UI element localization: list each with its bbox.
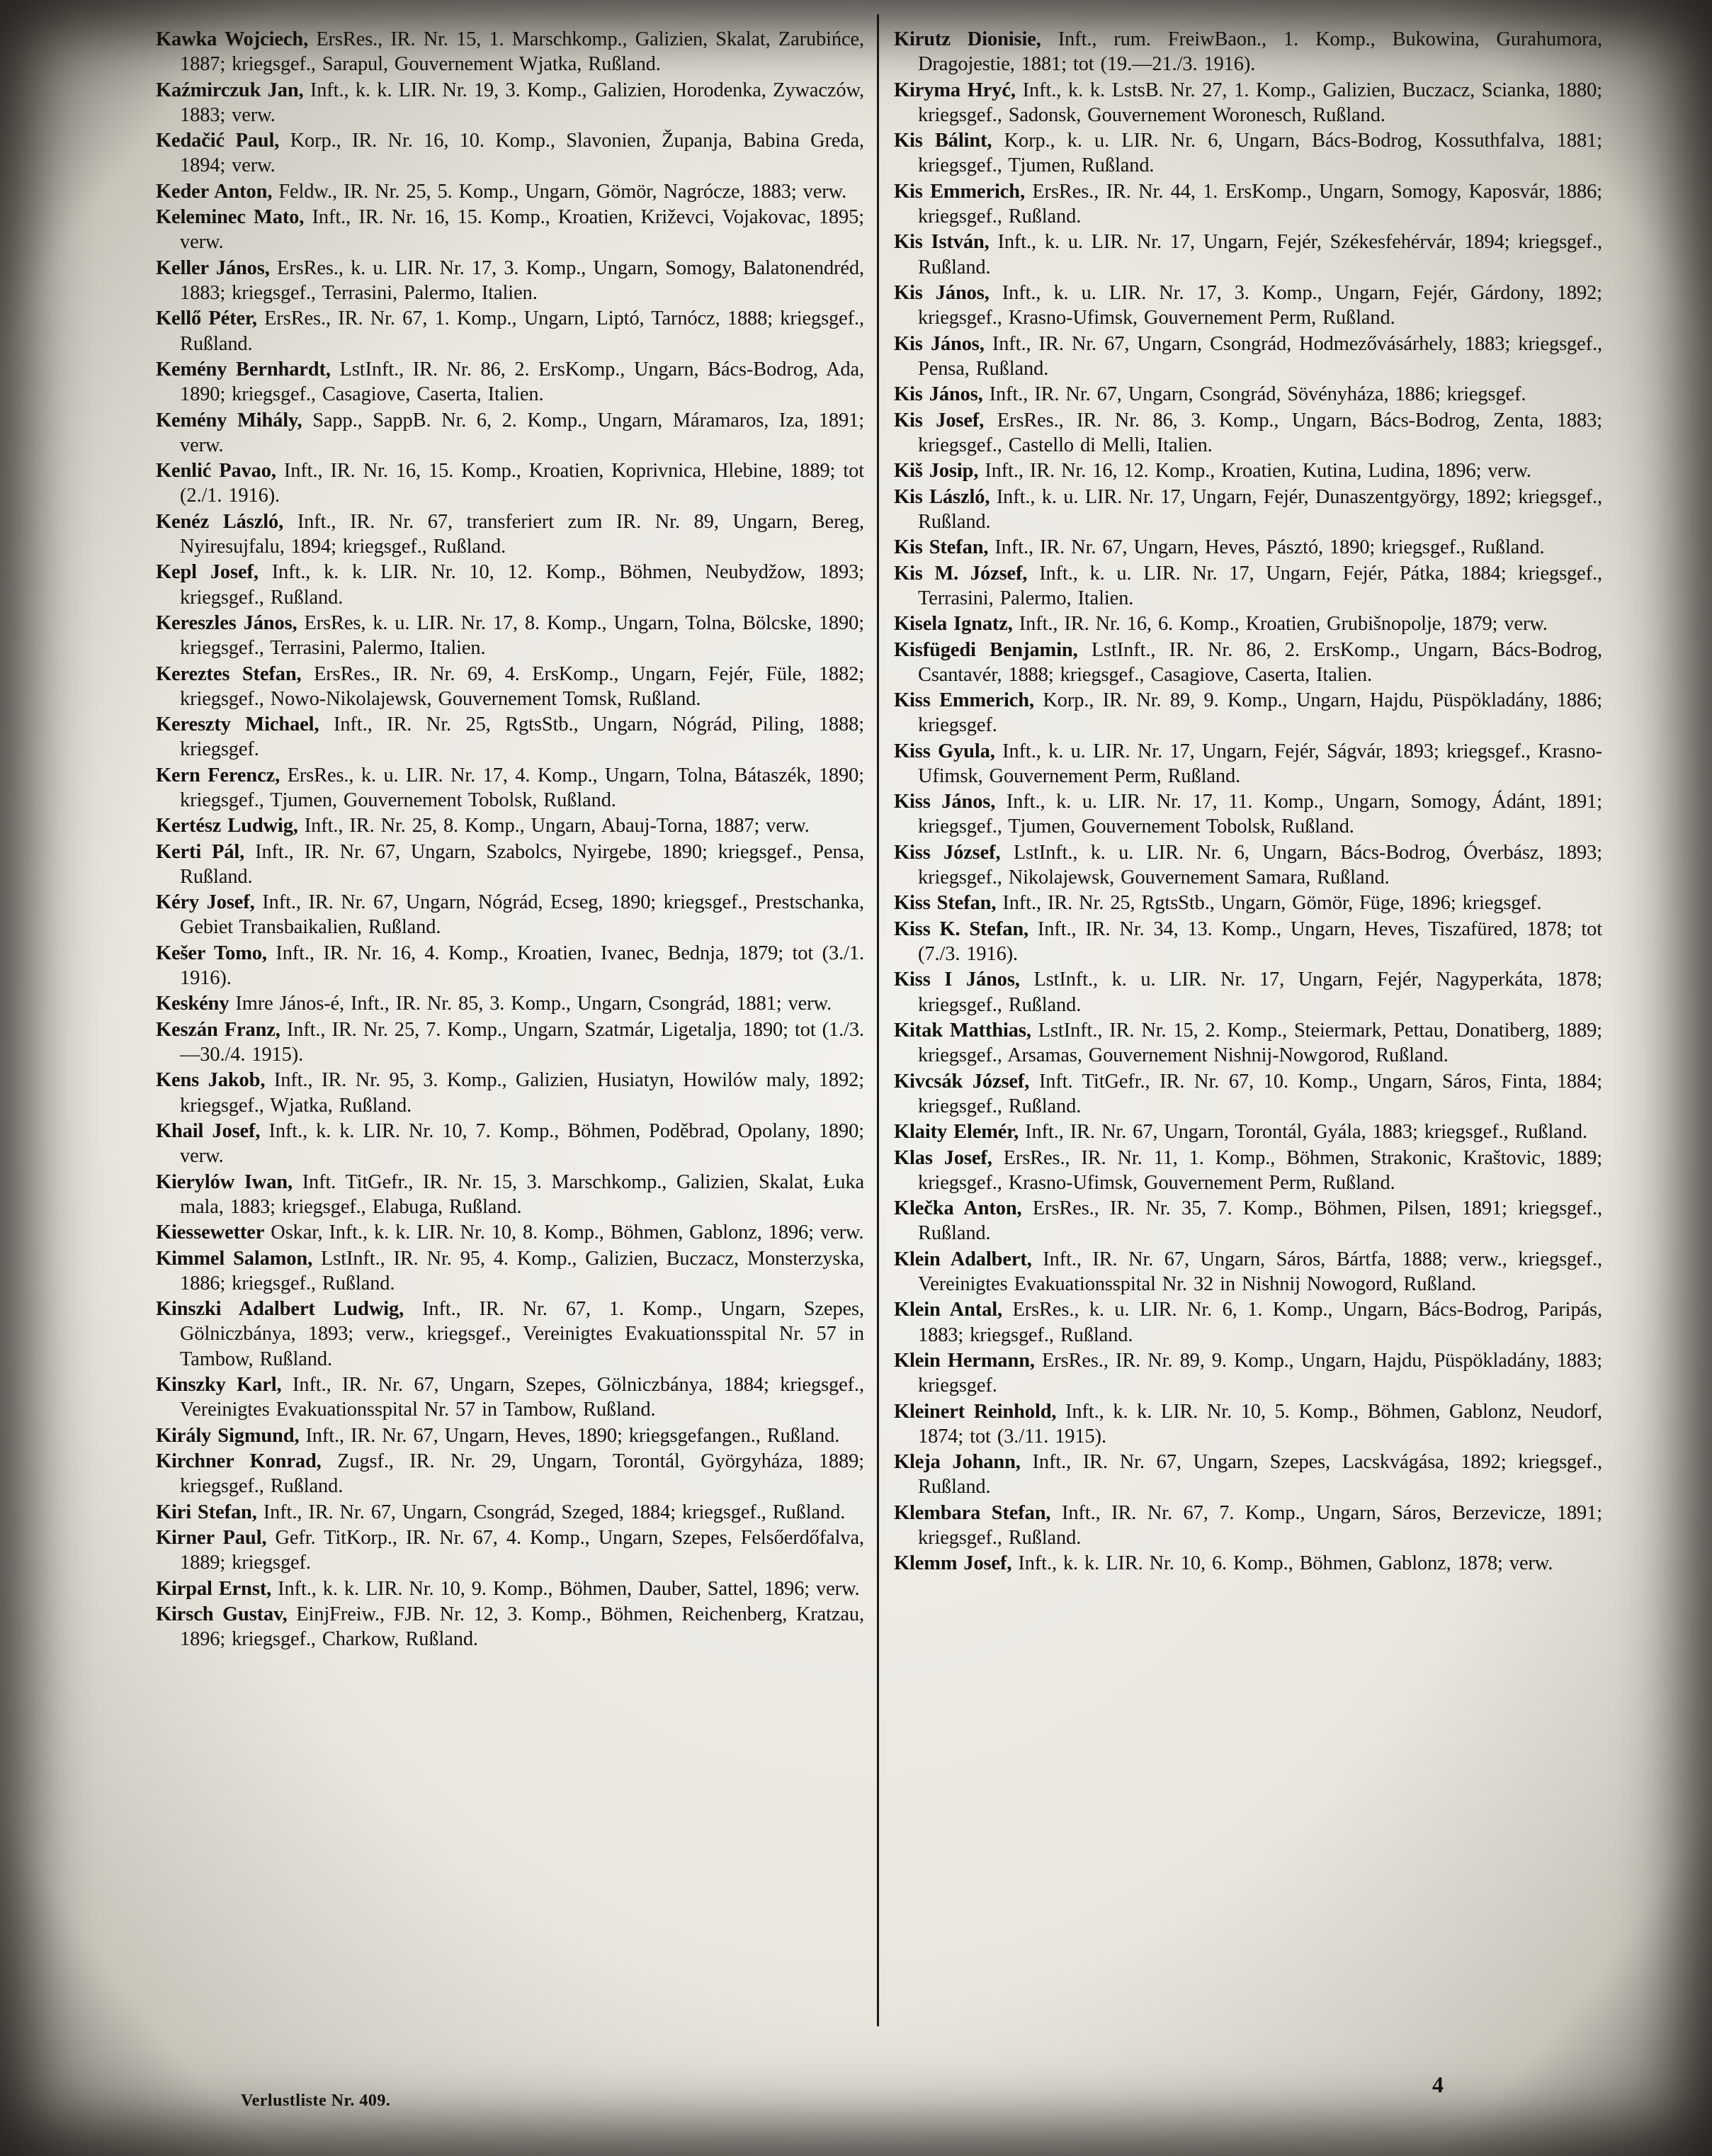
entry-details: ErsRes., IR. Nr. 35, 7. Komp., Böhmen, Pilsen, 1891; kriegsgef., Rußland. — [918, 1197, 1602, 1245]
entry-name: Kis Bálint, — [894, 130, 992, 152]
casualty-entry — [894, 78, 1602, 128]
entry-details: Korp., IR. Nr. 16, 10. Komp., Slavonien, Županja, Babina Greda, 1894; verw. — [180, 130, 864, 177]
casualty-entry — [894, 1119, 1602, 1144]
casualty-entry — [156, 813, 864, 838]
entry-details: Zugsf., IR. Nr. 29, Ungarn, Torontál, Györgyháza, 1889; kriegsgef., Rußland. — [180, 1450, 864, 1498]
entry-name: Kiss Stefan, — [894, 892, 997, 915]
casualty-entry — [894, 561, 1602, 611]
entry-details: Inft., IR. Nr. 34, 13. Komp., Ungarn, Heves, Tiszafüred, 1878; tot (7./3. 1916). — [918, 918, 1602, 966]
entry-name: Kis István, — [894, 231, 990, 254]
entry-details: Inft., k. u. LIR. Nr. 17, Ungarn, Fejér, Dunaszentgyörgy, 1892; kriegsgef., Rußland. — [918, 485, 1603, 533]
entry-details: Inft., k. k. LIR. Nr. 19, 3. Komp., Galizien, Horodenka, Zywaczów, 1883; verw. — [180, 79, 864, 126]
entry-details: Inft., IR. Nr. 67, Ungarn, Szepes, Lacskvágása, 1892; kriegsgef., Rußland. — [918, 1451, 1602, 1499]
entry-name: Kis Josef, — [894, 409, 985, 431]
entry-details: Inft., k. u. LIR. Nr. 17, Ungarn, Fejér, Székesfehérvár, 1894; kriegsgef., Rußland. — [918, 231, 1603, 278]
casualty-entry — [894, 1551, 1602, 1576]
casualty-entry — [156, 611, 864, 660]
casualty-entry — [156, 1068, 864, 1117]
casualty-entry — [894, 485, 1602, 534]
entry-name: Khail Josef, — [156, 1120, 261, 1143]
casualty-entry — [156, 27, 864, 77]
entry-details: Inft., IR. Nr. 16, 15. Komp., Kroatien, Koprivnica, Hlebine, 1889; tot (2./1. 1916). — [180, 460, 864, 507]
entry-name: Kiryma Hryć, — [894, 79, 1016, 101]
entry-name: Király Sigmund, — [156, 1424, 300, 1447]
entry-details: Inft., IR. Nr. 25, 7. Komp., Ungarn, Szatmár, Ligetalja, 1890; tot (1./3.—30./4. 1915). — [180, 1018, 865, 1066]
casualty-entry — [156, 1297, 864, 1372]
casualty-entry — [156, 509, 864, 559]
entry-details: Inft., IR. Nr. 67, Ungarn, Nógrád, Ecseg, 1890; kriegsgef., Prestschanka, Gebiet Transbaikalien, Rußland. — [180, 891, 864, 939]
casualty-entry — [156, 1449, 864, 1499]
casualty-entry — [156, 256, 864, 305]
entry-details: Inft., IR. Nr. 67, Ungarn, Sáros, Bártfa, 1888; verw., kriegsgef., Vereinigtes Evakuationsspital Nr. 32 in Nishnij Nowogord, Rußland. — [918, 1248, 1603, 1296]
entry-details: Inft., IR. Nr. 67, transferiert zum IR. Nr. 89, Ungarn, Bereg, Nyiresujfalu, 1894; kriegsgef., Rußland. — [180, 510, 865, 558]
entry-details: Inft., k. u. LIR. Nr. 17, Ungarn, Fejér, Ságvár, 1893; kriegsgef., Krasno-Ufimsk, Gouvernement Perm, Rußland. — [918, 740, 1602, 787]
casualty-entry — [894, 1247, 1602, 1297]
entry-name: Kirpal Ernst, — [156, 1577, 272, 1600]
entry-name: Kinszky Karl, — [156, 1374, 282, 1396]
entry-details: Inft., k. k. LIR. Nr. 10, 9. Komp., Böhmen, Dauber, Sattel, 1896; verw. — [278, 1577, 860, 1600]
entry-name: Kis László, — [894, 485, 990, 508]
entry-details: Inft., k. k. LstsB. Nr. 27, 1. Komp., Galizien, Buczacz, Scianka, 1880; kriegsgef., Sadonsk, Gouvernement Woronesch, Rußland. — [918, 79, 1603, 126]
entry-name: Klein Antal, — [894, 1299, 1003, 1321]
entry-name: Kiessewetter — [156, 1221, 265, 1244]
casualty-entry — [156, 941, 864, 990]
casualty-entry — [156, 306, 864, 356]
casualty-entry — [156, 712, 864, 762]
entry-name: Kereszles János, — [156, 611, 297, 634]
entry-name: Kemény Mihály, — [156, 409, 302, 431]
entry-name: Kivcsák József, — [894, 1070, 1030, 1093]
casualty-entry — [894, 382, 1602, 407]
entry-details: Sapp., SappB. Nr. 6, 2. Komp., Ungarn, Máramaros, Iza, 1891; verw. — [180, 409, 865, 456]
casualty-entry — [894, 281, 1602, 330]
entry-details: Inft., IR. Nr. 25, RgtsStb., Ungarn, Nógrád, Piling, 1888; kriegsgef. — [180, 713, 864, 761]
casualty-entry — [156, 128, 864, 178]
entry-name: Kleinert Reinhold, — [894, 1400, 1057, 1423]
entry-details: ErsRes., IR. Nr. 69, 4. ErsKomp., Ungarn, Fejér, Füle, 1882; kriegsgef., Nowo-Nikolajewsk, Gouvernement Tomsk, Rußland. — [180, 662, 865, 710]
entry-name: Kepl Josef, — [156, 561, 259, 584]
entry-name: Kens Jakob, — [156, 1069, 266, 1092]
entry-details: Inft., k. k. LIR. Nr. 10, 7. Komp., Böhmen, Poděbrad, Opolany, 1890; verw. — [180, 1120, 864, 1168]
entry-name: Kedačić Paul, — [156, 130, 280, 152]
casualty-entry — [156, 205, 864, 254]
casualty-entry — [894, 332, 1602, 381]
casualty-entry — [156, 560, 864, 609]
entry-name: Kiss K. Stefan, — [894, 918, 1029, 940]
entry-details: Inft., IR. Nr. 16, 6. Komp., Kroatien, Grubišnopolje, 1879; verw. — [1019, 613, 1548, 636]
entry-details: ErsRes., IR. Nr. 89, 9. Komp., Ungarn, Hajdu, Püspökladány, 1883; kriegsgef. — [918, 1350, 1603, 1397]
entry-details: ErsRes., k. u. LIR. Nr. 17, 3. Komp., Ungarn, Somogy, Balatonendréd, 1883; kriegsgef., Terrasini, Palermo, Italien. — [180, 256, 865, 304]
entry-name: Kern Ferencz, — [156, 764, 280, 786]
entry-name: Keleminec Mato, — [156, 206, 305, 229]
entry-name: Kinszki Adalbert Ludwig, — [156, 1298, 404, 1321]
entry-details: Inft., IR. Nr. 16, 4. Komp., Kroatien, Ivanec, Bednja, 1879; tot (3./1. 1916). — [180, 942, 865, 990]
entry-details: Inft., k. u. LIR. Nr. 17, Ungarn, Fejér, Pátka, 1884; kriegsgef., Terrasini, Palermo, Italien. — [918, 562, 1603, 609]
entry-name: Klembara Stefan, — [894, 1501, 1051, 1524]
entry-name: Kitak Matthias, — [894, 1020, 1031, 1042]
entry-name: Klemm Josef, — [894, 1552, 1012, 1575]
entry-name: Klein Adalbert, — [894, 1248, 1032, 1270]
entry-name: Keszán Franz, — [156, 1018, 280, 1041]
entry-details: Inft., k. k. LIR. Nr. 10, 5. Komp., Böhmen, Gablonz, Neudorf, 1874; tot (3./11. 1915). — [918, 1400, 1602, 1447]
entry-name: Keder Anton, — [156, 180, 273, 203]
entry-name: Kiss Gyula, — [894, 740, 995, 762]
entry-name: Kirutz Dionisie, — [894, 28, 1041, 50]
entry-name: Kenlić Pavao, — [156, 460, 276, 482]
entry-name: Kleja Johann, — [894, 1451, 1021, 1474]
column-divider — [877, 14, 879, 2026]
entry-details: Inft., IR. Nr. 95, 3. Komp., Galizien, Husiatyn, Howilów maly, 1892; kriegsgef., Wjatka, Rußland. — [180, 1069, 864, 1117]
casualty-entry — [894, 408, 1602, 458]
left-column — [156, 27, 864, 1653]
entry-details: Inft., IR. Nr. 25, RgtsStb., Ungarn, Gömör, Füge, 1896; kriegsgef. — [1002, 892, 1542, 915]
entry-name: Klečka Anton, — [894, 1197, 1022, 1220]
casualty-entry — [156, 1119, 864, 1168]
casualty-entry — [156, 1423, 864, 1448]
entry-details: LstInft., IR. Nr. 86, 2. ErsKomp., Ungarn, Bács-Bodrog, Ada, 1890; kriegsgef., Casagiove, Caserta, Italien. — [180, 358, 864, 406]
casualty-entry — [894, 1069, 1602, 1119]
entry-details: Inft., rum. FreiwBaon., 1. Komp., Bukowina, Gurahumora, Dragojestie, 1881; tot (19.—21./3. 1916). — [918, 28, 1602, 76]
entry-name: Kirsch Gustav, — [156, 1603, 288, 1625]
entry-name: Kimmel Salamon, — [156, 1247, 313, 1270]
casualty-entry — [894, 1450, 1602, 1499]
casualty-entry — [894, 535, 1602, 560]
entry-name: Kis Stefan, — [894, 536, 989, 559]
entry-details: ErsRes, k. u. LIR. Nr. 17, 8. Komp., Ungarn, Tolna, Bölcske, 1890; kriegsgef., Terrasini, Palermo, Italien. — [180, 611, 864, 660]
entry-details: Korp., IR. Nr. 89, 9. Komp., Ungarn, Hajdu, Püspökladány, 1886; kriegsgef. — [918, 689, 1602, 737]
entry-details: Inft., k. k. LIR. Nr. 10, 6. Komp., Böhmen, Gablonz, 1878; verw. — [1018, 1552, 1553, 1575]
entry-details: Inft. TitGefr., IR. Nr. 67, 10. Komp., Ungarn, Sáros, Finta, 1884; kriegsgef., Rußland. — [918, 1070, 1602, 1117]
entry-details: ErsRes., IR. Nr. 11, 1. Komp., Böhmen, Strakonic, Kraštovic, 1889; kriegsgef., Krasno-Ufimsk, Gouvernement Perm, Rußland. — [918, 1146, 1602, 1194]
entry-details: Korp., k. u. LIR. Nr. 6, Ungarn, Bács-Bodrog, Kossuthfalva, 1881; kriegsgef., Tjumen, Rußland. — [918, 130, 1602, 177]
casualty-entry — [894, 1297, 1602, 1347]
entry-details: LstInft., IR. Nr. 95, 4. Komp., Galizien, Buczacz, Monsterzyska, 1886; kriegsgef., Rußland. — [180, 1247, 864, 1294]
casualty-entry — [894, 230, 1602, 279]
entry-name: Kis János, — [894, 332, 985, 355]
casualty-entry — [156, 1500, 864, 1525]
casualty-entry — [894, 688, 1602, 738]
entry-details: Inft., IR. Nr. 16, 12. Komp., Kroatien, Kutina, Ludina, 1896; verw. — [985, 460, 1531, 482]
entry-details: Inft., k. u. LIR. Nr. 17, 11. Komp., Ungarn, Somogy, Ádánt, 1891; kriegsgef., Tjumen, Gouvernement Tobolsk, Rußland. — [918, 791, 1602, 838]
entry-details: EinjFreiw., FJB. Nr. 12, 3. Komp., Böhmen, Reichenberg, Kratzau, 1896; kriegsgef., Charkow, Rußland. — [180, 1603, 864, 1651]
entry-details: LstInft., k. u. LIR. Nr. 17, Ungarn, Fejér, Nagyperkáta, 1878; kriegsgef., Rußland. — [918, 969, 1602, 1016]
entry-name: Kéry Josef, — [156, 891, 255, 914]
entry-details: Inft., IR. Nr. 67, Ungarn, Csongrád, Hodmezővásárhely, 1883; kriegsgef., Pensa, Rußland. — [918, 332, 1602, 380]
entry-name: Klaity Elemér, — [894, 1121, 1019, 1144]
casualty-entry — [156, 1525, 864, 1575]
entry-details: Inft., k. u. LIR. Nr. 17, 3. Komp., Ungarn, Fejér, Gárdony, 1892; kriegsgef., Krasno-Ufimsk, Gouvernement Perm, Rußland. — [918, 281, 1603, 329]
casualty-entry — [894, 27, 1602, 77]
entry-name: Kierylów Iwan, — [156, 1170, 293, 1193]
entry-details: Feldw., IR. Nr. 25, 5. Komp., Ungarn, Gömör, Nagrócze, 1883; verw. — [278, 180, 847, 203]
entry-details: Inft. TitGefr., IR. Nr. 15, 3. Marschkomp., Galizien, Skalat, Łuka mala, 1883; kriegsgef., Elabuga, Rußland. — [180, 1170, 864, 1218]
entry-details: Imre János-é, Inft., IR. Nr. 85, 3. Komp., Ungarn, Csongrád, 1881; verw. — [235, 993, 832, 1015]
casualty-entry — [156, 357, 864, 407]
entry-details: ErsRes., k. u. LIR. Nr. 17, 4. Komp., Ungarn, Tolna, Bátaszék, 1890; kriegsgef., Tjumen, Gouvernement Tobolsk, Rußland. — [180, 764, 864, 811]
entry-name: Kiss I János, — [894, 969, 1020, 991]
casualty-entry — [894, 1348, 1602, 1398]
entry-details: Inft., IR. Nr. 67, Ungarn, Csongrád, Szeged, 1884; kriegsgef., Rußland. — [263, 1501, 846, 1523]
page-number: 4 — [1432, 2072, 1444, 2097]
entry-name: Kiš Josip, — [894, 460, 979, 482]
entry-details: ErsRes., IR. Nr. 86, 3. Komp., Ungarn, Bács-Bodrog, Zenta, 1883; kriegsgef., Castello di Melli, Italien. — [918, 409, 1602, 456]
casualty-entry — [156, 662, 864, 711]
entry-name: Kellő Péter, — [156, 307, 257, 330]
entry-name: Kiss János, — [894, 791, 996, 813]
casualty-entry — [156, 1220, 864, 1245]
entry-name: Keskény — [156, 993, 229, 1015]
entry-details: LstInft., IR. Nr. 15, 2. Komp., Steiermark, Pettau, Donatiberg, 1889; kriegsgef., Arsamas, Gouvernement Nishnij-Nowgorod, Rußland. — [918, 1020, 1603, 1067]
casualty-entry — [156, 890, 864, 939]
entry-details: Inft., IR. Nr. 67, Ungarn, Szabolcs, Nyirgebe, 1890; kriegsgef., Pensa, Rußland. — [180, 840, 865, 888]
casualty-entry — [894, 891, 1602, 915]
entry-details: Gefr. TitKorp., IR. Nr. 67, 4. Komp., Ungarn, Szepes, Felsőerdőfalva, 1889; kriegsgef. — [180, 1526, 865, 1574]
entry-details: Inft., IR. Nr. 16, 15. Komp., Kroatien, Križevci, Vojakovac, 1895; verw. — [180, 206, 864, 254]
entry-name: Klein Hermann, — [894, 1350, 1035, 1372]
casualty-entry — [894, 458, 1602, 483]
casualty-entry — [156, 763, 864, 813]
entry-name: Kis M. József, — [894, 562, 1028, 585]
entry-details: Inft., IR. Nr. 67, Ungarn, Heves, Pásztó, 1890; kriegsgef., Rußland. — [994, 536, 1545, 559]
casualty-entry — [156, 1372, 864, 1422]
entry-name: Keller János, — [156, 256, 270, 279]
casualty-entry — [894, 967, 1602, 1017]
entry-name: Kisela Ignatz, — [894, 613, 1013, 636]
casualty-entry — [156, 78, 864, 128]
entry-details: LstInft., k. u. LIR. Nr. 6, Ungarn, Bács-Bodrog, Óverbász, 1893; kriegsgef., Nikolajewsk, Gouvernement Samara, Rußland. — [918, 841, 1602, 889]
casualty-entry — [156, 1602, 864, 1652]
entry-details: Inft., IR. Nr. 67, 7. Komp., Ungarn, Sáros, Berzevicze, 1891; kriegsgef., Rußland. — [918, 1501, 1603, 1549]
entry-details: ErsRes., k. u. LIR. Nr. 6, 1. Komp., Ungarn, Bács-Bodrog, Paripás, 1883; kriegsgef., Rußland. — [918, 1299, 1602, 1346]
entry-details: ErsRes., IR. Nr. 44, 1. ErsKomp., Ungarn, Somogy, Kaposvár, 1886; kriegsgef., Rußland. — [918, 180, 1603, 227]
casualty-entry — [894, 1146, 1602, 1195]
casualty-entry — [156, 1576, 864, 1601]
entry-name: Kiss Emmerich, — [894, 689, 1034, 712]
casualty-entry — [894, 1018, 1602, 1068]
casualty-entry — [894, 917, 1602, 966]
entry-details: Oskar, Inft., k. k. LIR. Nr. 10, 8. Komp., Böhmen, Gablonz, 1896; verw. — [271, 1221, 864, 1244]
casualty-entry — [156, 179, 864, 204]
casualty-entry — [894, 638, 1602, 687]
entry-name: Kiri Stefan, — [156, 1501, 257, 1523]
casualty-entry — [894, 128, 1602, 178]
casualty-entry — [894, 789, 1602, 839]
entry-name: Klas Josef, — [894, 1146, 992, 1169]
entry-name: Kenéz László, — [156, 510, 284, 533]
list-number-footer: Verlustliste Nr. 409. — [241, 2092, 391, 2110]
entry-details: Inft., IR. Nr. 67, Ungarn, Szepes, Gölniczbánya, 1884; kriegsgef., Vereinigtes Evakuationsspital Nr. 57 in Tambow, Rußland. — [180, 1374, 865, 1421]
casualty-entry — [156, 1017, 864, 1067]
entry-details: Inft., IR. Nr. 67, Ungarn, Csongrád, Sövényháza, 1886; kriegsgef. — [989, 383, 1526, 406]
entry-name: Kirchner Konrad, — [156, 1450, 322, 1472]
casualty-entry — [894, 1501, 1602, 1550]
casualty-entry — [894, 739, 1602, 789]
entry-name: Kešer Tomo, — [156, 942, 267, 964]
entry-name: Kerti Pál, — [156, 840, 245, 863]
entry-name: Kereszty Michael, — [156, 713, 319, 736]
entry-name: Kis Emmerich, — [894, 180, 1025, 203]
right-column — [894, 27, 1602, 1577]
casualty-entry — [894, 1196, 1602, 1246]
casualty-entry — [156, 408, 864, 458]
casualty-entry — [156, 991, 864, 1016]
entry-details: Inft., k. k. LIR. Nr. 10, 12. Komp., Böhmen, Neubydžow, 1893; kriegsgef., Rußland. — [180, 561, 864, 609]
entry-details: Inft., IR. Nr. 67, Ungarn, Torontál, Gyála, 1883; kriegsgef., Rußland. — [1025, 1121, 1587, 1144]
casualty-entry — [156, 840, 864, 889]
entry-details: Inft., IR. Nr. 67, 1. Komp., Ungarn, Szepes, Gölniczbánya, 1893; verw., kriegsgef., Vereinigtes Evakuationsspital Nr. 57 in Tambow, Rußland. — [180, 1298, 864, 1370]
entry-name: Kaźmirczuk Jan, — [156, 79, 304, 101]
casualty-entry — [894, 611, 1602, 636]
entry-details: ErsRes., IR. Nr. 15, 1. Marschkomp., Galizien, Skalat, Zarubińce, 1887; kriegsgef., Sarapul, Gouvernement Wjatka, Rußland. — [180, 28, 865, 76]
casualty-entry — [156, 458, 864, 508]
entry-name: Kemény Bernhardt, — [156, 358, 331, 380]
entry-details: ErsRes., IR. Nr. 67, 1. Komp., Ungarn, Liptó, Tarnócz, 1888; kriegsgef., Rußland. — [180, 307, 864, 355]
entry-name: Kertész Ludwig, — [156, 815, 298, 837]
casualty-entry — [156, 1246, 864, 1296]
entry-name: Kisfügedi Benjamin, — [894, 638, 1078, 661]
entry-details: LstInft., IR. Nr. 86, 2. ErsKomp., Ungarn, Bács-Bodrog, Csantavér, 1888; kriegsgef., Casagiove, Caserta, Italien. — [918, 638, 1603, 686]
entry-details: Inft., IR. Nr. 67, Ungarn, Heves, 1890; kriegsgefangen., Rußland. — [305, 1424, 840, 1447]
entry-details: Inft., IR. Nr. 25, 8. Komp., Ungarn, Abauj-Torna, 1887; verw. — [304, 815, 810, 837]
entry-name: Kis János, — [894, 281, 990, 304]
entry-name: Kirner Paul, — [156, 1526, 267, 1549]
entry-name: Kiss József, — [894, 841, 1001, 864]
entry-name: Kawka Wojciech, — [156, 28, 309, 50]
entry-name: Kereztes Stefan, — [156, 662, 302, 685]
casualty-entry — [894, 179, 1602, 229]
entry-name: Kis János, — [894, 383, 983, 406]
casualty-entry — [156, 1170, 864, 1219]
casualty-entry — [894, 840, 1602, 890]
casualty-entry — [894, 1399, 1602, 1449]
